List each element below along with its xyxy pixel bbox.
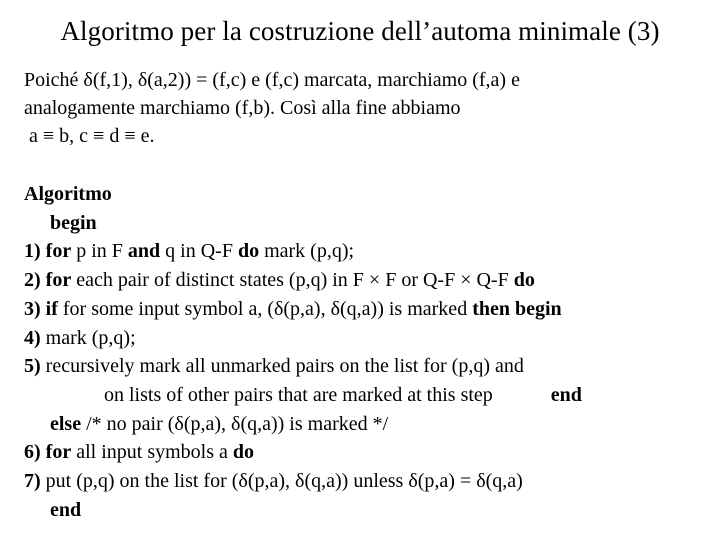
code-text: p in F xyxy=(71,240,128,263)
keyword: for xyxy=(45,269,72,292)
keyword: then begin xyxy=(472,297,562,320)
keyword: for xyxy=(45,240,72,263)
intro-paragraph xyxy=(24,66,704,150)
algorithm-begin: begin xyxy=(50,211,97,234)
line-number: 3) xyxy=(24,297,41,320)
algorithm-block xyxy=(24,180,714,524)
code-text: all input symbols a xyxy=(71,441,233,464)
code-text: each pair of distinct states (p,q) in F × F or Q-F × Q-F xyxy=(71,269,514,292)
code-text: put (p,q) on the list for (δ(p,a), δ(q,a)) unless δ(p,a) = δ(q,a) xyxy=(40,470,523,493)
code-text: recursively mark all unmarked pairs on the list for (p,q) and xyxy=(40,355,524,378)
line-number: 1) xyxy=(24,240,41,263)
line-number: 2) xyxy=(24,269,41,292)
algorithm-line-2 xyxy=(24,266,714,295)
code-text: mark (p,q); xyxy=(40,326,136,349)
keyword: if xyxy=(45,297,58,320)
algorithm-line-1 xyxy=(24,237,714,266)
code-text: /* no pair (δ(p,a), δ(q,a)) is marked */ xyxy=(81,412,389,435)
code-text: q in Q-F xyxy=(160,240,238,263)
algorithm-else-line xyxy=(24,410,714,439)
code-text: mark (p,q); xyxy=(259,240,355,263)
keyword: do xyxy=(237,240,260,263)
line-number: 6) xyxy=(24,441,41,464)
algorithm-line-5 xyxy=(24,352,714,381)
intro-line-3: a ≡ b, c ≡ d ≡ e. xyxy=(24,125,155,147)
code-text: for some input symbol a, (δ(p,a), δ(q,a)) is marked xyxy=(57,297,473,320)
intro-line-1: Poiché δ(f,1), δ(a,2)) = (f,c) e (f,c) marcata, marchiamo (f,a) e xyxy=(24,69,520,91)
keyword: for xyxy=(45,441,72,464)
keyword: else xyxy=(50,412,82,435)
algorithm-line-4 xyxy=(24,324,714,353)
keyword: do xyxy=(232,441,255,464)
keyword: do xyxy=(513,269,535,292)
code-text: on lists of other pairs that are marked at this step xyxy=(104,383,493,406)
algorithm-line-5-continued xyxy=(24,381,714,410)
keyword: end xyxy=(550,383,582,406)
algorithm-line-6 xyxy=(24,438,714,467)
algorithm-heading: Algoritmo xyxy=(24,183,112,205)
algorithm-line-3 xyxy=(24,295,714,324)
algorithm-line-7 xyxy=(24,467,714,496)
line-number: 4) xyxy=(24,326,41,349)
intro-line-2: analogamente marchiamo (f,b). Così alla fine abbiamo xyxy=(24,97,461,119)
line-number: 7) xyxy=(24,470,41,493)
algorithm-end: end xyxy=(50,498,82,521)
slide-title: Algoritmo per la costruzione dell’automa minimale (3) xyxy=(60,16,660,46)
line-number: 5) xyxy=(24,355,41,378)
keyword: and xyxy=(127,240,161,263)
